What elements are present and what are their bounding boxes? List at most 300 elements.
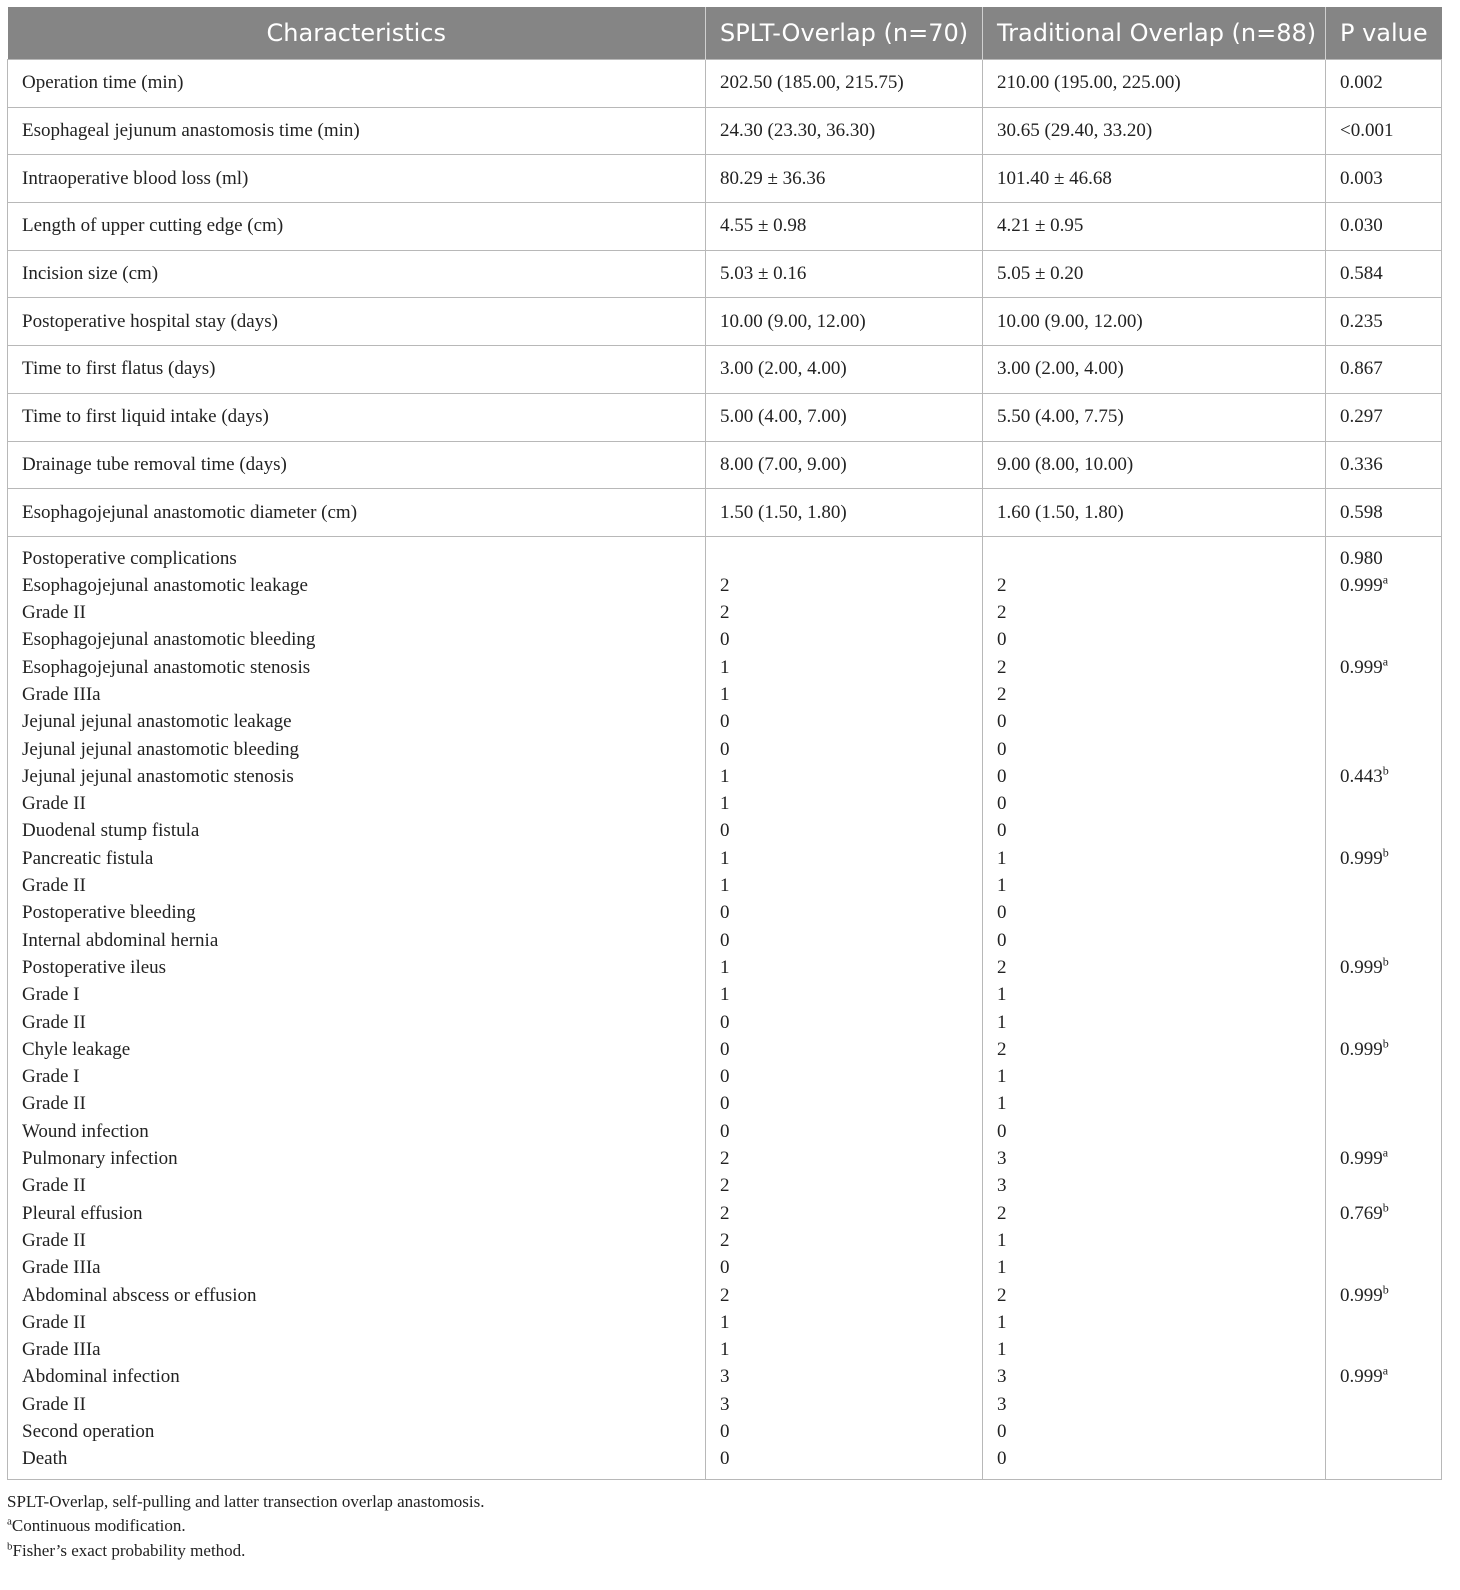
characteristic-cell-text: Abdominal abscess or effusion (22, 1284, 257, 1306)
header-p-value (1326, 7, 1442, 60)
results-table (7, 7, 1442, 1480)
characteristic-cell-text: Grade I (22, 984, 80, 1006)
characteristic-cell-text: Jejunal jejunal anastomotic leakage (22, 711, 292, 733)
footnote-line (7, 1539, 1441, 1564)
characteristic-cell-text: Jejunal jejunal anastomotic stenosis (22, 765, 294, 787)
traditional-value-cell-text: 3 (997, 1175, 1007, 1197)
p-value-cell (1326, 791, 1442, 818)
traditional-value-cell (983, 1173, 1326, 1200)
splt-value-cell (706, 900, 983, 927)
characteristic-cell (8, 763, 706, 790)
characteristic-cell (8, 1364, 706, 1391)
p-value-cell: 0.002 (1326, 60, 1442, 108)
p-value-cell-text: 0.443 (1340, 765, 1383, 787)
traditional-value-cell-text: 2 (997, 684, 1007, 705)
splt-value-cell: 24.30 (23.30, 36.30) (706, 107, 983, 155)
characteristic-cell (8, 1173, 706, 1200)
traditional-value-cell-text: 1 (997, 984, 1007, 1006)
characteristic-cell-text: Internal abdominal hernia (22, 929, 219, 951)
traditional-value-cell (983, 763, 1326, 790)
traditional-value-cell (983, 791, 1326, 818)
characteristic-cell-text: Grade II (22, 1311, 86, 1333)
characteristic-cell: Intraoperative blood loss (ml) (8, 155, 706, 203)
traditional-value-cell-text: 2 (997, 1284, 1007, 1306)
traditional-value-cell (983, 1227, 1326, 1254)
characteristic-cell (8, 818, 706, 845)
characteristic-cell (8, 709, 706, 736)
splt-value-cell-text: 0 (720, 1448, 730, 1470)
p-value-cell (1326, 872, 1442, 899)
characteristic-cell (8, 1118, 706, 1145)
splt-value-cell (706, 654, 983, 681)
splt-value-cell (706, 1364, 983, 1391)
traditional-value-cell-text: 0 (997, 1448, 1007, 1470)
complication-row (8, 954, 1442, 981)
complication-row (8, 1309, 1442, 1336)
splt-value-cell-text: 3 (720, 1366, 730, 1388)
p-value-cell (1326, 1091, 1442, 1118)
splt-value-cell (706, 845, 983, 872)
p-value-cell (1326, 1309, 1442, 1336)
characteristic-cell (8, 1391, 706, 1418)
characteristic-cell (8, 1418, 706, 1445)
p-value-cell (1326, 845, 1442, 872)
p-value-cell: <0.001 (1326, 107, 1442, 155)
complication-row (8, 1282, 1442, 1309)
splt-value-cell (706, 627, 983, 654)
traditional-value-cell (983, 1391, 1326, 1418)
splt-value-cell-text: 2 (720, 574, 730, 596)
characteristic-cell-text: Abdominal infection (22, 1366, 180, 1388)
p-value-cell (1326, 1200, 1442, 1227)
p-value-cell-text: 0.769 (1340, 1202, 1383, 1224)
complication-row (8, 1391, 1442, 1418)
traditional-value-cell: 3.00 (2.00, 4.00) (983, 346, 1326, 394)
characteristic-cell (8, 736, 706, 763)
splt-value-cell: 5.03 ± 0.16 (706, 250, 983, 298)
splt-value-cell-text: 1 (720, 847, 730, 869)
traditional-value-cell (983, 872, 1326, 899)
p-value-cell-text: 0.999 (1340, 1366, 1383, 1388)
splt-value-cell-text: 0 (720, 929, 730, 951)
characteristic-cell-text: Second operation (22, 1421, 155, 1443)
splt-value-cell-text: 1 (720, 656, 730, 678)
table-row (8, 393, 1442, 441)
p-value-cell (1326, 1391, 1442, 1418)
splt-value-cell (706, 1064, 983, 1091)
splt-value-cell-text: 1 (720, 1339, 730, 1361)
complication-row (8, 1145, 1442, 1172)
characteristic-cell: Time to first liquid intake (days) (8, 393, 706, 441)
characteristic-cell (8, 654, 706, 681)
characteristic-cell-text: Jejunal jejunal anastomotic bleeding (22, 738, 300, 760)
splt-value-cell: 8.00 (7.00, 9.00) (706, 441, 983, 489)
splt-value-cell (706, 1418, 983, 1445)
characteristic-cell (8, 1200, 706, 1227)
traditional-value-cell-text: 0 (997, 738, 1007, 760)
table-header-row (8, 7, 1442, 60)
p-value-cell-text: 0.999 (1340, 574, 1383, 596)
traditional-value-cell (983, 536, 1326, 572)
footnote-line (7, 1514, 1441, 1539)
splt-value-cell (706, 954, 983, 981)
splt-value-cell-text: 1 (720, 1311, 730, 1333)
traditional-value-cell: 101.40 ± 46.68 (983, 155, 1326, 203)
characteristic-cell-text: Death (22, 1448, 68, 1470)
traditional-value-cell (983, 927, 1326, 954)
traditional-value-cell-text: 2 (997, 1038, 1007, 1060)
complication-row (8, 1200, 1442, 1227)
traditional-value-cell-text: 2 (997, 956, 1007, 978)
p-value-cell (1326, 1227, 1442, 1254)
splt-value-cell-text: 0 (720, 1066, 730, 1088)
table-container (7, 7, 1441, 1563)
footnote-text: SPLT-Overlap, self-pulling and latter transection overlap anastomosis. (7, 1491, 485, 1511)
p-value-cell (1326, 599, 1442, 626)
complication-row (8, 599, 1442, 626)
characteristic-cell (8, 1145, 706, 1172)
characteristic-cell-text: Pulmonary infection (22, 1148, 178, 1170)
complication-row (8, 1091, 1442, 1118)
characteristic-cell (8, 1309, 706, 1336)
complication-row (8, 1364, 1442, 1391)
p-value-cell (1326, 900, 1442, 927)
traditional-value-cell (983, 681, 1326, 708)
traditional-value-cell-text: 0 (997, 820, 1007, 842)
splt-value-cell-text: 2 (720, 1229, 730, 1251)
traditional-value-cell (983, 1282, 1326, 1309)
characteristic-cell: Incision size (cm) (8, 250, 706, 298)
table-row (8, 107, 1442, 155)
traditional-value-cell (983, 818, 1326, 845)
p-value-cell (1326, 818, 1442, 845)
characteristic-cell-text: Grade IIIa (22, 1339, 101, 1361)
p-value-cell-text: 0.999 (1340, 847, 1383, 869)
characteristic-cell (8, 1282, 706, 1309)
traditional-value-cell-text: 1 (997, 847, 1007, 869)
complication-row (8, 900, 1442, 927)
p-value-cell (1326, 927, 1442, 954)
characteristic-cell: Time to first flatus (days) (8, 346, 706, 394)
traditional-value-cell (983, 599, 1326, 626)
characteristic-cell-text: Pancreatic fistula (22, 847, 154, 869)
footnote-marker: b (1382, 1036, 1389, 1051)
traditional-value-cell (983, 1036, 1326, 1063)
characteristic-cell: Length of upper cutting edge (cm) (8, 203, 706, 251)
splt-value-cell: 3.00 (2.00, 4.00) (706, 346, 983, 394)
p-value-cell (1326, 1336, 1442, 1363)
table-row (8, 250, 1442, 298)
p-value-cell (1326, 1446, 1442, 1480)
traditional-value-cell (983, 982, 1326, 1009)
traditional-value-cell-text: 1 (997, 875, 1007, 897)
traditional-value-cell-text: 0 (997, 929, 1007, 951)
splt-value-cell (706, 927, 983, 954)
characteristic-cell-text: Esophagojejunal anastomotic stenosis (22, 656, 311, 678)
traditional-value-cell-text: 1 (997, 1093, 1007, 1115)
traditional-value-cell (983, 627, 1326, 654)
complication-row (8, 1227, 1442, 1254)
splt-value-cell-text: 2 (720, 602, 730, 624)
splt-value-cell (706, 1282, 983, 1309)
p-value-cell: 0.297 (1326, 393, 1442, 441)
splt-value-cell (706, 1391, 983, 1418)
traditional-value-cell-text: 0 (997, 629, 1007, 651)
characteristic-cell-text: Esophagojejunal anastomotic leakage (22, 574, 308, 596)
complication-row (8, 791, 1442, 818)
p-value-cell (1326, 536, 1442, 572)
splt-value-cell-text: 2 (720, 1284, 730, 1306)
footnote-marker: b (1382, 954, 1389, 969)
characteristic-cell (8, 954, 706, 981)
splt-value-cell (706, 1200, 983, 1227)
header-splt-overlap (706, 7, 983, 60)
characteristic-cell (8, 1036, 706, 1063)
characteristic-cell (8, 872, 706, 899)
splt-value-cell (706, 1336, 983, 1363)
characteristic-cell (8, 681, 706, 708)
splt-value-cell (706, 599, 983, 626)
characteristic-cell (8, 1091, 706, 1118)
characteristic-cell (8, 900, 706, 927)
complication-row (8, 572, 1442, 599)
characteristic-cell-text: Grade II (22, 875, 86, 897)
characteristic-cell-text: Grade II (22, 1229, 86, 1251)
characteristic-cell (8, 627, 706, 654)
characteristic-cell (8, 845, 706, 872)
characteristic-cell-text: Grade I (22, 1066, 80, 1088)
characteristic-cell (8, 982, 706, 1009)
splt-value-cell-text: 0 (720, 1120, 730, 1142)
traditional-value-cell-text: 3 (997, 1393, 1007, 1415)
traditional-value-cell-text: 0 (997, 902, 1007, 924)
p-value-cell (1326, 1009, 1442, 1036)
characteristic-cell-text: Grade II (22, 1093, 86, 1115)
complication-row (8, 818, 1442, 845)
characteristic-cell-text: Grade II (22, 1175, 86, 1197)
characteristic-cell-text: Grade II (22, 1393, 86, 1415)
splt-value-cell (706, 1036, 983, 1063)
p-value-cell: 0.598 (1326, 489, 1442, 537)
p-value-cell: 0.003 (1326, 155, 1442, 203)
characteristic-cell-text: Grade IIIa (22, 684, 101, 705)
characteristic-cell: Esophageal jejunum anastomosis time (min) (8, 107, 706, 155)
header-p-value-label: P value (1340, 19, 1428, 47)
characteristic-cell (8, 572, 706, 599)
p-value-cell (1326, 654, 1442, 681)
p-value-cell: 0.336 (1326, 441, 1442, 489)
characteristic-cell-text: Postoperative complications (22, 547, 237, 569)
splt-value-cell-text: 0 (720, 1421, 730, 1443)
splt-value-cell (706, 1173, 983, 1200)
p-value-cell (1326, 1364, 1442, 1391)
traditional-value-cell (983, 1418, 1326, 1445)
table-row (8, 298, 1442, 346)
p-value-cell (1326, 982, 1442, 1009)
splt-value-cell (706, 1227, 983, 1254)
splt-value-cell (706, 709, 983, 736)
splt-value-cell (706, 818, 983, 845)
traditional-value-cell: 9.00 (8.00, 10.00) (983, 441, 1326, 489)
footnote-text: Continuous modification. (11, 1516, 186, 1536)
traditional-value-cell (983, 1364, 1326, 1391)
characteristic-cell (8, 536, 706, 572)
complication-row (8, 1336, 1442, 1363)
complication-row (8, 872, 1442, 899)
traditional-value-cell: 1.60 (1.50, 1.80) (983, 489, 1326, 537)
table-footnotes (7, 1490, 1441, 1564)
p-value-cell: 0.584 (1326, 250, 1442, 298)
complication-row (8, 1173, 1442, 1200)
splt-value-cell-text: 0 (720, 711, 730, 733)
traditional-value-cell (983, 709, 1326, 736)
characteristic-cell-text: Postoperative ileus (22, 956, 167, 978)
characteristic-cell-text: Chyle leakage (22, 1038, 131, 1060)
p-value-cell (1326, 954, 1442, 981)
splt-value-cell: 1.50 (1.50, 1.80) (706, 489, 983, 537)
splt-value-cell: 10.00 (9.00, 12.00) (706, 298, 983, 346)
p-value-cell (1326, 1173, 1442, 1200)
footnote-line (7, 1490, 1441, 1515)
traditional-value-cell (983, 1336, 1326, 1363)
characteristic-cell (8, 599, 706, 626)
splt-value-cell (706, 982, 983, 1009)
splt-value-cell (706, 1309, 983, 1336)
splt-value-cell-text: 3 (720, 1393, 730, 1415)
traditional-value-cell-text: 0 (997, 765, 1007, 787)
characteristic-cell: Postoperative hospital stay (days) (8, 298, 706, 346)
footnote-marker: a (7, 1515, 12, 1528)
table-row (8, 441, 1442, 489)
p-value-cell (1326, 1418, 1442, 1445)
complication-row (8, 736, 1442, 763)
complication-row (8, 681, 1442, 708)
traditional-value-cell-text: 1 (997, 1339, 1007, 1361)
splt-value-cell-text: 2 (720, 1202, 730, 1224)
splt-value-cell-text: 0 (720, 1038, 730, 1060)
p-value-cell (1326, 1282, 1442, 1309)
characteristic-cell (8, 927, 706, 954)
footnote-marker: b (1382, 1282, 1389, 1297)
splt-value-cell-text: 2 (720, 1175, 730, 1197)
traditional-value-cell (983, 954, 1326, 981)
splt-value-cell-text: 0 (720, 629, 730, 651)
characteristic-cell (8, 1064, 706, 1091)
traditional-value-cell: 10.00 (9.00, 12.00) (983, 298, 1326, 346)
splt-value-cell-text: 0 (720, 820, 730, 842)
complication-row (8, 1118, 1442, 1145)
header-splt-overlap-label: SPLT-Overlap (n=70) (720, 19, 969, 47)
splt-value-cell-text: 0 (720, 1093, 730, 1115)
footnote-marker: a (1382, 572, 1389, 587)
splt-value-cell (706, 1145, 983, 1172)
splt-value-cell-text: 1 (720, 684, 730, 705)
splt-value-cell: 80.29 ± 36.36 (706, 155, 983, 203)
traditional-value-cell-text: 2 (997, 574, 1007, 596)
p-value-cell (1326, 763, 1442, 790)
complication-row (8, 982, 1442, 1009)
traditional-value-cell (983, 1255, 1326, 1282)
traditional-value-cell-text: 0 (997, 711, 1007, 733)
traditional-value-cell-text: 3 (997, 1366, 1007, 1388)
characteristic-cell (8, 791, 706, 818)
p-value-cell (1326, 1145, 1442, 1172)
table-body (8, 60, 1442, 1480)
traditional-value-cell-text: 0 (997, 1120, 1007, 1142)
complication-row (8, 927, 1442, 954)
characteristic-cell (8, 1009, 706, 1036)
traditional-value-cell: 4.21 ± 0.95 (983, 203, 1326, 251)
complication-row (8, 1255, 1442, 1282)
p-value-cell: 0.867 (1326, 346, 1442, 394)
complication-row (8, 1418, 1442, 1445)
p-value-cell-text: 0.999 (1340, 656, 1383, 678)
characteristic-cell (8, 1255, 706, 1282)
traditional-value-cell-text: 1 (997, 1311, 1007, 1333)
traditional-value-cell (983, 736, 1326, 763)
complication-row (8, 763, 1442, 790)
splt-value-cell (706, 1009, 983, 1036)
complication-row (8, 654, 1442, 681)
characteristic-cell (8, 1336, 706, 1363)
traditional-value-cell-text: 1 (997, 1257, 1007, 1279)
complication-row (8, 627, 1442, 654)
complication-row (8, 1446, 1442, 1480)
footnote-text: Fisher’s exact probability method. (12, 1540, 246, 1560)
splt-value-cell (706, 681, 983, 708)
p-value-cell-text: 0.999 (1340, 956, 1383, 978)
splt-value-cell-text: 0 (720, 1257, 730, 1279)
splt-value-cell-text: 0 (720, 738, 730, 760)
traditional-value-cell-text: 0 (997, 793, 1007, 815)
traditional-value-cell: 30.65 (29.40, 33.20) (983, 107, 1326, 155)
characteristic-cell-text: Grade II (22, 793, 86, 815)
p-value-cell-text: 0.980 (1340, 547, 1383, 569)
p-value-cell: 0.030 (1326, 203, 1442, 251)
splt-value-cell-text: 0 (720, 902, 730, 924)
p-value-cell: 0.235 (1326, 298, 1442, 346)
p-value-cell (1326, 1036, 1442, 1063)
traditional-value-cell (983, 1009, 1326, 1036)
splt-value-cell-text: 1 (720, 875, 730, 897)
characteristic-cell: Drainage tube removal time (days) (8, 441, 706, 489)
characteristic-cell-text: Postoperative bleeding (22, 902, 196, 924)
p-value-cell (1326, 681, 1442, 708)
traditional-value-cell (983, 845, 1326, 872)
p-value-cell (1326, 736, 1442, 763)
characteristic-cell-text: Grade II (22, 602, 86, 624)
splt-value-cell-text: 1 (720, 793, 730, 815)
traditional-value-cell-text: 1 (997, 1066, 1007, 1088)
complication-row (8, 1064, 1442, 1091)
traditional-value-cell-text: 1 (997, 1229, 1007, 1251)
traditional-value-cell (983, 1446, 1326, 1480)
table-row (8, 203, 1442, 251)
traditional-value-cell: 5.50 (4.00, 7.75) (983, 393, 1326, 441)
splt-value-cell: 4.55 ± 0.98 (706, 203, 983, 251)
footnote-marker: a (1382, 1145, 1389, 1160)
splt-value-cell (706, 872, 983, 899)
characteristic-cell-text: Pleural effusion (22, 1202, 143, 1224)
traditional-value-cell-text: 1 (997, 1011, 1007, 1033)
characteristic-cell: Esophagojejunal anastomotic diameter (cm) (8, 489, 706, 537)
p-value-cell (1326, 1255, 1442, 1282)
traditional-value-cell (983, 1200, 1326, 1227)
characteristic-cell (8, 1227, 706, 1254)
traditional-value-cell-text: 2 (997, 1202, 1007, 1224)
traditional-value-cell (983, 1309, 1326, 1336)
traditional-value-cell-text: 2 (997, 602, 1007, 624)
